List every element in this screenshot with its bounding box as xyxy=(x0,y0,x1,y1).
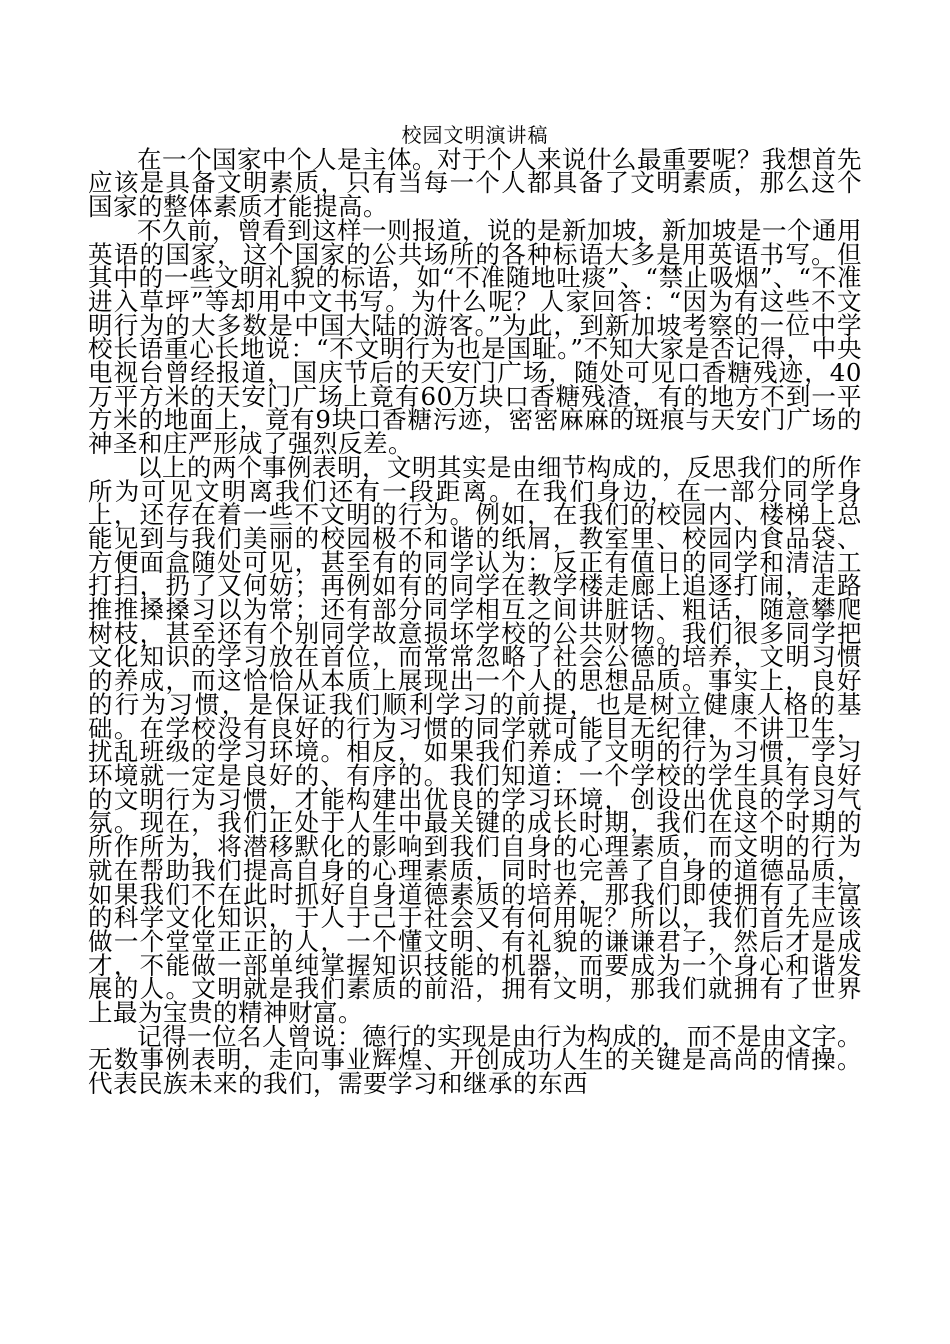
document-title: 校园文明演讲稿 xyxy=(401,123,549,147)
paragraph-4: 记得一位名人曾说：德行的实现是由行为构成的，而不是由文字。无数事例表明，走向事业辉煌、开创成功人生的关键是高尚的情操。代表民族未来的我们，需要学习和继承的东西 xyxy=(88,1021,862,1099)
paragraph-1: 在一个国家中个人是主体。对于个人来说什么最重要呢？我想首先应该是具备文明素质，只有当每一个人都具备了文明素质，那么这个国家的整体素质才能提高。 xyxy=(88,144,862,222)
document-page xyxy=(88,123,862,1099)
paragraph-3: 以上的两个事例表明，文明其实是由细节构成的，反思我们的所作所为可见文明离我们还有一段距离。在我们身边，在一部分同学身上，还存在着一些不文明的行为。例如，在我们的校园内、楼梯上总能见到与我们美丽的校园极不和谐的纸屑，教室里、校园内食品袋、方便面盒随处可见，甚至有的同学认为：反正有值日的同学和清洁工打扫，扔了又何妨；再例如有的同学在教学楼走廊上追逐打闹，走路推推搡搡习以为常；还有部分同学相互之间讲脏话、粗话，随意攀爬树枝，甚至还有个别同学故意损坏学校的公共财物。我们很多同学把文化知识的学习放在首位，而常常忽略了社会公德的培养，文明习惯的养成，而这恰恰从本质上展现出一个人的思想品质。事实上，良好的行为习惯，是保证我们顺利学习的前提，也是树立健康人格的基础。在学校没有良好的行为习惯的同学就可能目无纪律，不讲卫生，扰乱班级的学习环境。相反，如果我们养成了文明的行为习惯，学习环境就一定是良好的、有序的。我们知道：一个学校的学生具有良好的文明行为习惯，才能构建出优良的学习环境，创设出优良的学习气氛。现在，我们正处于人生中最关键的成长时期，我们在这个时期的所作所为，将潜移默化的影响到我们自身的心理素质，而文明的行为就在帮助我们提高自身的心理素质，同时也完善了自身的道德品质，如果我们不在此时抓好自身道德素质的培养，那我们即使拥有了丰富的科学文化知识，于人于己于社会又有何用呢？所以，我们首先应该做一个堂堂正正的人，一个懂文明、有礼貌的谦谦君子，然后才是成才，不能做一部单纯掌握知识技能的机器，而要成为一个身心和谐发展的人。文明就是我们素质的前沿，拥有文明，那我们就拥有了世界上最为宝贵的精神财富。 xyxy=(88,452,862,1028)
paragraph-2: 不久前，曾看到这样一则报道，说的是新加坡，新加坡是一个通用英语的国家，这个国家的公共场所的各种标语大多是用英语书写。但其中的一些文明礼貌的标语，如“不准随地吐痰”、“禁止吸烟”、“不准进入草坪”等却用中文书写。为什么呢？人家回答：“因为有这些不文明行为的大多数是中国大陆的游客。”为此，到新加坡考察的一位中学校长语重心长地说：“不文明行为也是国耻。”不知大家是否记得，中央电视台曾经报道，国庆节后的天安门广场，随处可见口香糖残迹，40万平方米的天安门广场上竟有60万块口香糖残渣，有的地方不到一平方米的地面上，竟有9块口香糖污迹，密密麻麻的斑痕与天安门广场的神圣和庄严形成了强烈反差。 xyxy=(88,215,862,459)
